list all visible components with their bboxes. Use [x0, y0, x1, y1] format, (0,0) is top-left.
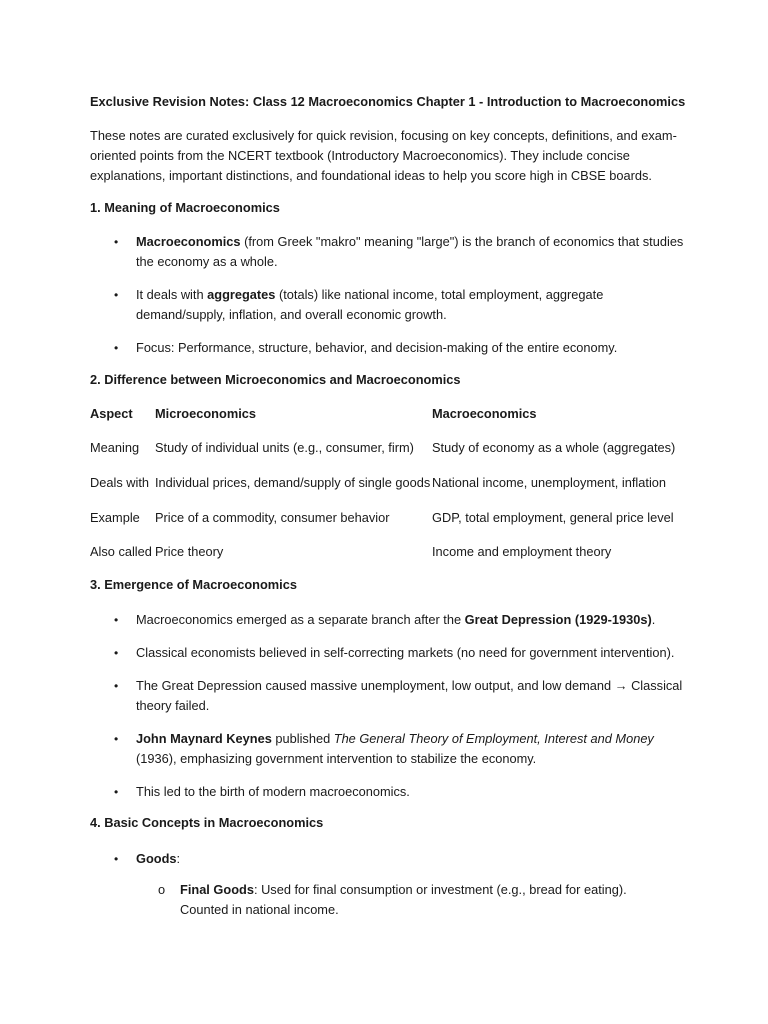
bullet-icon: • [114, 613, 119, 627]
s3-bullet-2 [114, 643, 684, 663]
table-cell: GDP, total employment, general price level [432, 510, 674, 525]
table-cell: Meaning [90, 440, 140, 455]
s1-b2-text: (totals) like national income, total employment, aggregate demand/supply, inflation, and overall economic growth. [136, 287, 604, 322]
s4-sub-bullet-1 [158, 880, 678, 920]
bullet-icon: • [114, 785, 119, 799]
s4-bullet-1 [114, 849, 684, 869]
s3-b3-text: The Great Depression caused massive unemployment, low output, and low demand → Classical theory failed. [136, 678, 683, 713]
table-cell: Study of individual units (e.g., consumer, firm) [155, 440, 414, 455]
term-aggregates: aggregates [207, 287, 276, 302]
bullet-icon: • [114, 679, 119, 693]
s1-bullet-3 [114, 338, 684, 358]
bullet-icon: • [114, 341, 119, 355]
sub-bullet-icon: o [158, 882, 166, 897]
section-2-heading: 2. Difference between Microeconomics and Macroeconomics [90, 372, 461, 387]
table-cell: Income and employment theory [432, 544, 612, 559]
table-cell: Example [90, 510, 140, 525]
bullet-icon: • [114, 235, 119, 249]
intro-paragraph: These notes are curated exclusively for quick revision, focusing on key concepts, definitions, and exam-oriented points from the NCERT textbook (Introductory Macroeconomics). They include concise explanations, important distinctions, and foundational ideas to help you score high in CBSE boards. [90, 128, 677, 183]
s4-b1-post: : [176, 851, 181, 866]
table-cell: Price of a commodity, consumer behavior [155, 510, 390, 525]
s1-bullet-2 [114, 285, 684, 325]
s1-b3-text: Focus: Performance, structure, behavior, and decision-making of the entire economy. [136, 340, 618, 355]
s3-bullet-5 [114, 782, 684, 802]
bullet-icon: • [114, 732, 119, 746]
table-cell: Also called [90, 544, 152, 559]
table-header-aspect: Aspect [90, 406, 133, 421]
s3-b5-text: This led to the birth of modern macroeconomics. [136, 784, 410, 799]
s3-b4-rest: (1936), emphasizing government intervention to stabilize the economy. [136, 751, 537, 766]
book-title: The General Theory of Employment, Interest and Money [333, 731, 654, 746]
table-cell: Study of economy as a whole (aggregates) [432, 440, 676, 455]
section-4-heading: 4. Basic Concepts in Macroeconomics [90, 815, 324, 830]
term-macroeconomics: Macroeconomics [136, 234, 241, 249]
s1-bullet-1 [114, 232, 684, 272]
table-cell: Individual prices, demand/supply of single goods [155, 475, 431, 490]
term-goods: Goods [136, 851, 177, 866]
s3-b1-post: . [651, 612, 656, 627]
document-title: Exclusive Revision Notes: Class 12 Macroeconomics Chapter 1 - Introduction to Macroeconomics [90, 94, 686, 109]
section-1-heading: 1. Meaning of Macroeconomics [90, 200, 280, 215]
s3-b1-pre: Macroeconomics emerged as a separate branch after the [136, 612, 465, 627]
s3-bullet-4 [114, 729, 684, 769]
table-header-micro: Microeconomics [155, 406, 256, 421]
bullet-icon: • [114, 288, 119, 302]
table-header-macro: Macroeconomics [432, 406, 537, 421]
table-cell: Price theory [155, 544, 224, 559]
s4-sub1-text: : Used for final consumption or investment (e.g., bread for eating). Counted in national income. [180, 882, 627, 917]
s1-b2-pre: It deals with [136, 287, 208, 302]
table-cell: National income, unemployment, inflation [432, 475, 667, 490]
bullet-icon: • [114, 852, 119, 866]
term-keynes: John Maynard Keynes [136, 731, 272, 746]
term-final-goods: Final Goods [180, 882, 254, 897]
s3-b2-text: Classical economists believed in self-correcting markets (no need for government intervention). [136, 645, 675, 660]
section-3-heading: 3. Emergence of Macroeconomics [90, 577, 297, 592]
s3-bullet-3 [114, 676, 684, 716]
table-cell: Deals with [90, 475, 150, 490]
s3-b4-mid: published [271, 731, 334, 746]
s3-bullet-1 [114, 610, 684, 630]
term-great-depression: Great Depression (1929-1930s) [464, 612, 652, 627]
bullet-icon: • [114, 646, 119, 660]
s1-b1-text: (from Greek "makro" meaning "large") is the branch of economics that studies the economy as a whole. [136, 234, 684, 269]
